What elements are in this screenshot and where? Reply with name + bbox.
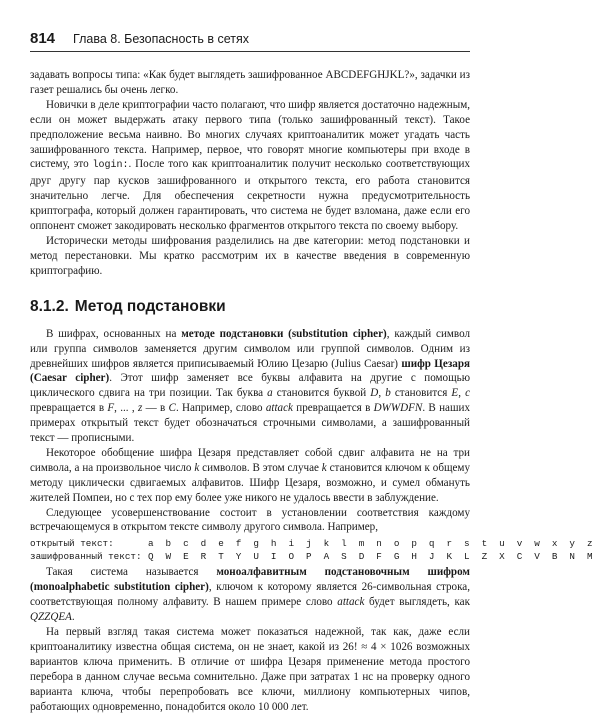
ciphertext-alphabet: Q W E R T Y U I O P A S D F G H J K L Z X C V B N M <box>148 551 596 563</box>
term-caesar-cipher: шифр Цезаря (Caesar cipher) <box>30 357 470 385</box>
paragraph-6: Следующее усовершенствование состоит в установлении соответствия каждому встречающемуся в открытом тексте символу другого символа. Например, <box>30 506 470 534</box>
section-heading <box>30 297 470 317</box>
ciphertext-label: зашифрованный текст: <box>30 551 142 563</box>
cipher-mapping-table <box>30 537 596 563</box>
header-rule <box>30 51 470 52</box>
paragraph-3: Исторически методы шифрования разделились на две категории: метод подстановки и метод перестановки. Мы кратко рассмотрим их в качестве введения в современную криптографию. <box>30 234 470 277</box>
plaintext-label: открытый текст: <box>30 538 114 550</box>
paragraph-8: На первый взгляд такая система может показаться надежной, так как, даже если криптоаналитику известна общая система, он не знает, какой из 26! ≈ 4 × 1026 возможных вариантов ключа применить. В отличие от шифра Цезаря применение метода простого перебора в данном случае весьма сомнительно. Даже при затратах 1 нс на проверку одного варианта ключа, чтобы перепробовать все ключи, миллиону компьютерных чипов, работающих одновременно, понадобится около 10 000 лет. <box>30 626 470 713</box>
plaintext-row <box>30 537 596 550</box>
paragraph-2: Новички в деле криптографии часто полагают, что шифр является достаточно надежным, если он может выдержать атаку первого типа (только зашифрованный текст). Такое предположение весьма наивно. Во многих случаях криптоаналитик может угадать часть зашифрованного текста. Например, первое, что говорят многие компьютеры при входе в систему, это login:. После того как криптоаналитик получит несколько соответствующих друг другу пар кусков зашифрованного и открытого текста, его работа становится значительно легче. Для обеспечения секретности нужна предусмотрительность криптографа, который должен гарантировать, что система не будет взломана, даже если его оппонент сможет закодировать несколько фрагментов открытого текста по своему выбору. <box>30 98 470 233</box>
plaintext-alphabet: a b c d e f g h i j k l m n o p q r s t u v w x y z <box>148 538 596 550</box>
page-body <box>30 68 596 714</box>
page-number: 814 <box>30 30 56 47</box>
paragraph-4: В шифрах, основанных на методе подстановки (substitution cipher), каждый символ или группа символов заменяется другим символом или группой символов. Одним из древнейших шифров является приписываемый Юлию Цезарю (Julius Caesar) шифр Цезаря (Caesar cipher). Этот шифр заменяет все буквы алфавита на другие с помощью циклического сдвига на три позиции. Так буква a становится буквой D, b становится E, c превращается в F, ... , z — в C. Например, слово attack превращается в DWWDFN. В наших примерах открытый текст будет обозначаться строчными символами, а зашифрованный текст — прописными. <box>30 327 471 445</box>
paragraph-5: Некоторое обобщение шифра Цезаря представляет собой сдвиг алфавита не на три символа, а на произвольное число k символов. В этом случае k становится ключом к общему методу циклически сдвигаемых алфавитов. Шифр Цезаря, возможно, и сумел обмануть жителей Помпеи, но с тех пор ему более уже никого не удалось ввести в заблуждение. <box>30 446 471 504</box>
section-number: 8.1.2. <box>30 297 69 315</box>
paragraph-1: задавать вопросы типа: «Как будет выглядеть зашифрованное ABCDEFGHJKL?», задачки из газет решались бы очень легко. <box>30 69 470 96</box>
term-substitution-cipher: методе подстановки (substitution cipher) <box>181 327 387 340</box>
page-header <box>30 22 470 48</box>
running-title: Глава 8. Безопасность в сетях <box>73 32 250 46</box>
section-title: Метод подстановки <box>74 297 226 315</box>
ciphertext-row <box>30 550 596 563</box>
paragraph-7: Такая система называется моноалфавитным подстановочным шифром (monoalphabetic substitution cipher), ключом к которому является 26-символьная строка, соответствующая полному алфавиту. В нашем примере слово attack будет выглядеть, как QZZQEA. <box>30 566 470 624</box>
term-monoalphabetic-cipher: моноалфавитным подстановочным шифром (monoalphabetic substitution cipher) <box>30 566 470 594</box>
login-code: login: <box>92 160 129 172</box>
